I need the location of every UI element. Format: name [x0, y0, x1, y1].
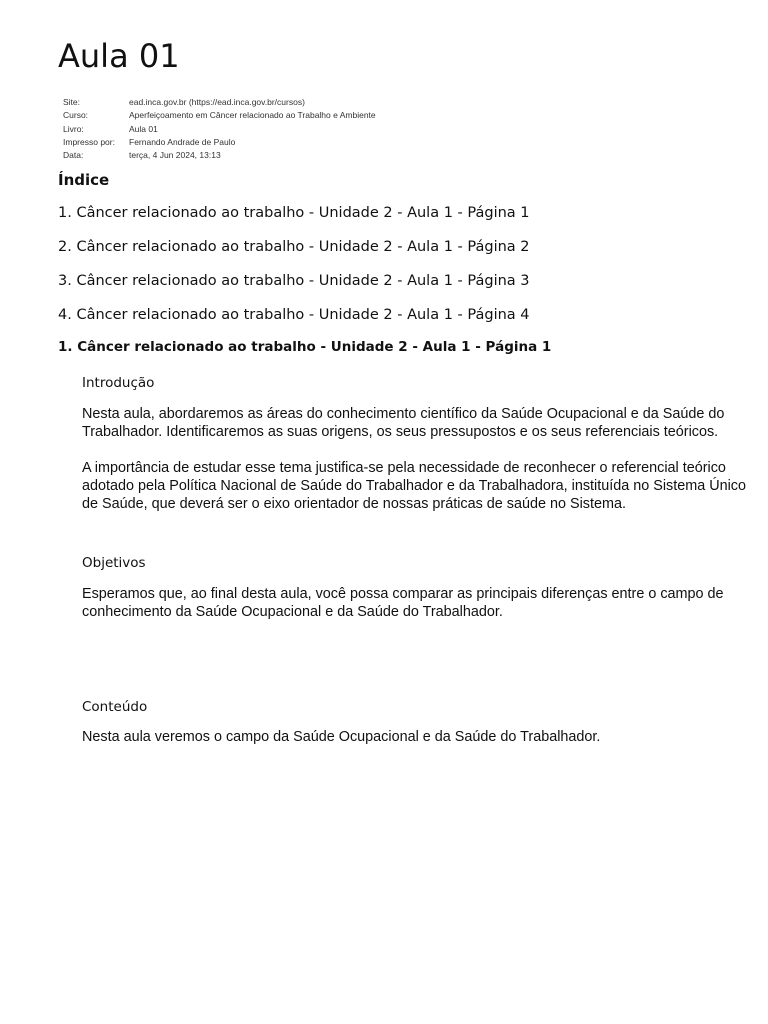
intro-paragraph-2: A importância de estudar esse tema justifica-se pela necessidade de reconhecer o referencial teórico adotado pela Política Nacional de Saúde do Trabalhador e da Trabalhadora, instituída no Sistema Único de Saúde, que deverá ser o eixo orientador de nossas práticas de saúde no Sistema. — [82, 460, 747, 512]
meta-row-printed-by — [63, 136, 376, 149]
meta-value: Aula 01 — [129, 123, 158, 134]
content-paragraph: Nesta aula veremos o campo da Saúde Ocupacional e da Saúde do Trabalhador. — [82, 729, 601, 745]
section-title-introduction: Introdução — [82, 375, 155, 391]
print-metadata — [63, 96, 376, 162]
intro-paragraph-1: Nesta aula, abordaremos as áreas do conhecimento científico da Saúde Ocupacional e da Saúde do Trabalhador. Identificaremos as suas origens, os seus pressupostos e os seus referenciais teóricos. — [82, 406, 725, 440]
meta-label: Livro: — [63, 123, 84, 134]
meta-value: Aperfeiçoamento em Câncer relacionado ao Trabalho e Ambiente — [129, 110, 376, 121]
toc-item-2[interactable]: 2. Câncer relacionado ao trabalho - Unidade 2 - Aula 1 - Página 2 — [58, 239, 530, 255]
meta-row-book — [63, 123, 376, 136]
section-title-objectives: Objetivos — [82, 555, 146, 571]
meta-label: Data: — [63, 150, 84, 161]
meta-value: Fernando Andrade de Paulo — [129, 136, 236, 147]
book-title: Aula 01 — [58, 37, 180, 75]
meta-row-course — [63, 109, 376, 122]
toc-item-4[interactable]: 4. Câncer relacionado ao trabalho - Unidade 2 - Aula 1 - Página 4 — [58, 307, 530, 323]
meta-label: Impresso por: — [63, 136, 115, 147]
meta-value: ead.inca.gov.br (https://ead.inca.gov.br/cursos) — [129, 97, 305, 107]
meta-value: terça, 4 Jun 2024, 13:13 — [129, 150, 221, 161]
meta-label: Site: — [63, 97, 81, 107]
toc-item-3[interactable]: 3. Câncer relacionado ao trabalho - Unidade 2 - Aula 1 - Página 3 — [58, 273, 530, 289]
chapter-heading: 1. Câncer relacionado ao trabalho - Unidade 2 - Aula 1 - Página 1 — [58, 339, 552, 355]
meta-label: Curso: — [63, 110, 89, 121]
meta-row-site — [63, 96, 376, 109]
meta-row-date — [63, 149, 376, 162]
toc-title: Índice — [58, 171, 110, 189]
section-title-content: Conteúdo — [82, 699, 148, 715]
objectives-paragraph: Esperamos que, ao final desta aula, você possa comparar as principais diferenças entre o campo de conhecimento da Saúde Ocupacional e da Saúde do Trabalhador. — [82, 586, 724, 620]
toc-item-1[interactable]: 1. Câncer relacionado ao trabalho - Unidade 2 - Aula 1 - Página 1 — [58, 205, 530, 221]
